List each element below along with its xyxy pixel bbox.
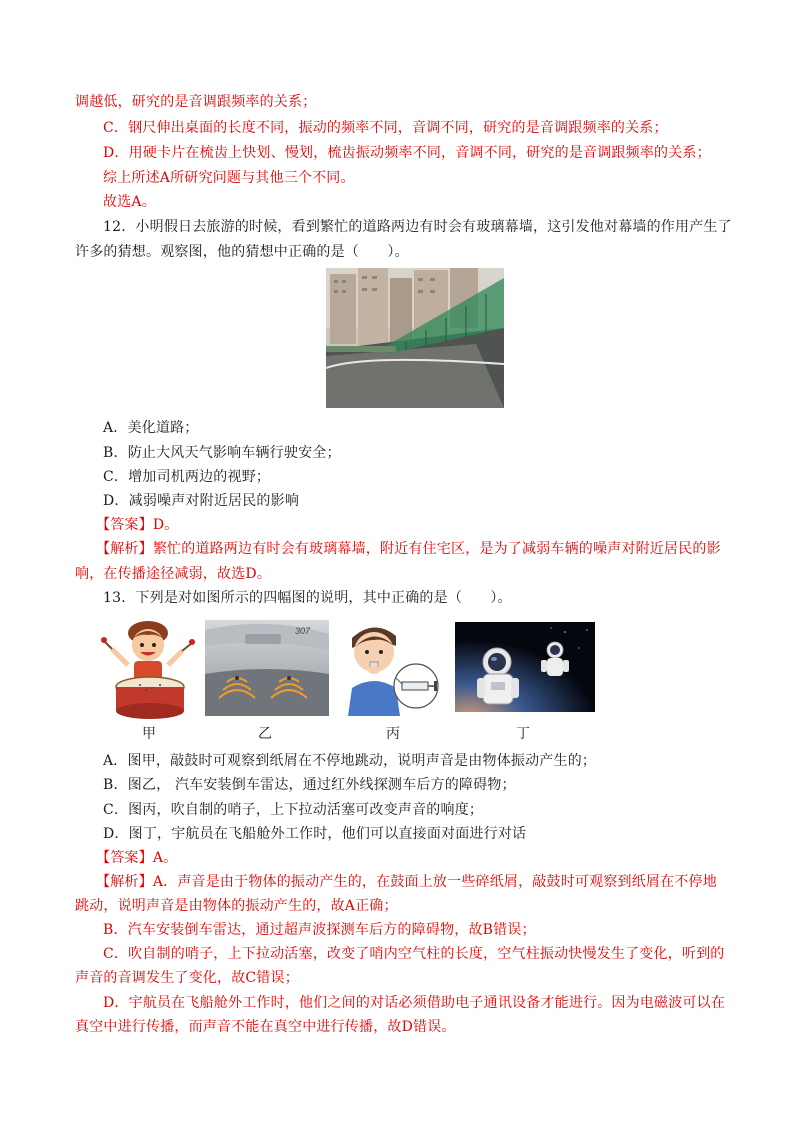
- analysis-line: 声音的音调发生了变化，故C错误；: [75, 970, 299, 986]
- figure-caption-ding: 丁: [516, 726, 530, 742]
- analysis-label: 【解析】: [96, 874, 153, 890]
- car-badge-text: 307: [295, 626, 311, 636]
- question-12-stem: 12．小明假日去旅游的时候，看到繁忙的道路两边有时会有玻璃幕墙，这引发他对幕墙的作用产生了: [103, 219, 732, 235]
- question-13-stem: 13．下列是对如图所示的四幅图的说明，其中正确的是（ ）。: [103, 590, 512, 606]
- drummer-illustration: [100, 615, 200, 720]
- boy-whistle-illustration: [344, 618, 444, 716]
- question-12-analysis: [96, 539, 721, 559]
- analysis-line: 跳动，说明声音是由物体的振动产生的，故A正确；: [75, 898, 398, 914]
- answer-label: 【答案】: [96, 517, 153, 533]
- analysis-text: A．声音是由于物体的振动产生的，在鼓面上放一些碎纸屑，敲鼓时可观察到纸屑在不停地: [152, 874, 717, 890]
- car-reversing-radar-photo: [205, 620, 329, 716]
- question-13-option-d: D．图丁，宇航员在飞船舱外工作时，他们可以直接面对面进行对话: [103, 826, 527, 842]
- analysis-text: 繁忙的道路两边有时会有玻璃幕墙，附近有住宅区，是为了减弱车辆的噪声对附近居民的影: [152, 541, 721, 557]
- analysis-line: 真空中进行传播，而声音不能在真空中进行传播，故D错误。: [75, 1019, 456, 1035]
- analysis-line: 故选A。: [103, 194, 156, 210]
- question-12-analysis: 响，在传播途径减弱，故选D。: [75, 566, 272, 582]
- figure-caption-jia: 甲: [142, 726, 156, 742]
- analysis-line: B．汽车安装倒车雷达，通过超声波探测车后方的障碍物，故B错误；: [103, 922, 536, 938]
- analysis-line: C．钢尺伸出桌面的长度不同，振动的频率不同，音调不同，研究的是音调跟频率的关系；: [103, 120, 668, 136]
- question-13-analysis: [96, 872, 717, 892]
- figure-caption-bing: 丙: [386, 726, 400, 742]
- analysis-label: 【解析】: [96, 541, 153, 557]
- answer-value: A。: [152, 850, 178, 866]
- analysis-line: C．吹自制的哨子，上下拉动活塞，改变了哨内空气柱的长度，空气柱振动快慢发生了变化，听到的: [103, 946, 725, 962]
- answer-label: 【答案】: [96, 850, 153, 866]
- question-13-answer: [96, 848, 177, 868]
- question-12-option-d: D．减弱噪声对附近居民的影响: [103, 493, 300, 509]
- analysis-line: 调越低，研究的是音调跟频率的关系；: [75, 94, 317, 110]
- question-12-option-b: B．防止大风天气影响车辆行驶安全；: [103, 445, 341, 461]
- glass-noise-barrier-photo: [326, 268, 504, 408]
- analysis-line: 综上所述A所研究问题与其他三个不同。: [103, 170, 355, 186]
- question-12-stem: 许多的猜想。观察图，他的猜想中正确的是（ ）。: [75, 244, 409, 260]
- question-13-option-b: B．图乙， 汽车安装倒车雷达，通过红外线探测车后方的障碍物；: [103, 777, 516, 793]
- answer-value: D。: [152, 517, 179, 533]
- analysis-line: D．用硬卡片在梳齿上快划、慢划，梳齿振动频率不同，音调不同，研究的是音调跟频率的关系；: [103, 145, 711, 161]
- question-12-answer: [96, 515, 178, 535]
- question-13-option-a: A．图甲，敲鼓时可观察到纸屑在不停地跳动，说明声音是由物体振动产生的；: [103, 753, 597, 769]
- analysis-line: D．宇航员在飞船舱外工作时，他们之间的对话必须借助电子通讯设备才能进行。因为电磁波可以在: [103, 995, 726, 1011]
- question-13-option-c: C．图丙，吹自制的哨子，上下拉动活塞可改变声音的响度；: [103, 802, 484, 818]
- question-12-option-c: C．增加司机两边的视野；: [103, 469, 271, 485]
- question-12-option-a: A．美化道路；: [103, 420, 199, 436]
- astronaut-space-photo: [455, 622, 595, 712]
- figure-caption-yi: 乙: [258, 726, 272, 742]
